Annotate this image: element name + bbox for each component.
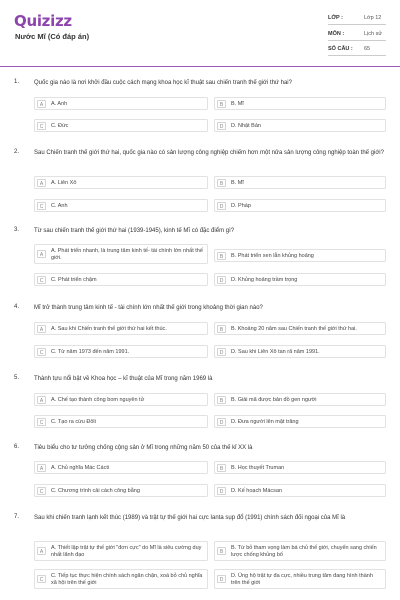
option-b[interactable] xyxy=(214,97,386,110)
option-text: B. Mĩ xyxy=(231,101,244,107)
meta-underline xyxy=(328,40,386,41)
option-text: A. Sau khi Chiến tranh thế giới thứ hai kết thúc. xyxy=(51,326,167,332)
option-text: B. Khoảng 20 năm sau Chiến tranh thế giới thứ hai. xyxy=(231,326,357,332)
option-text: D. Sau khi Liên Xô tan rã năm 1991. xyxy=(231,349,320,355)
option-b[interactable] xyxy=(214,176,386,189)
option-text: D. Kế hoạch Mácsan xyxy=(231,488,283,494)
option-a[interactable] xyxy=(34,322,208,335)
option-text: D. Ủng hộ trật tự đa cực, nhiều trung tâm đang hình thành trên thế giới xyxy=(231,572,373,586)
option-text: B. Từ bỏ tham vọng làm bá chủ thế giới, chuyển sang chiến lược chống khủng bố xyxy=(231,544,377,558)
option-letter: A xyxy=(37,325,46,333)
option-c[interactable] xyxy=(34,415,208,428)
option-a[interactable] xyxy=(34,176,208,189)
option-c[interactable] xyxy=(34,273,208,286)
option-letter: C xyxy=(37,575,46,583)
option-text: D. Pháp xyxy=(231,203,251,209)
option-text: C. Tạo ra cừu Đôli xyxy=(51,419,96,425)
option-letter: B xyxy=(217,464,226,472)
option-letter: B xyxy=(217,396,226,404)
option-text: A. Chủ nghĩa Mác Cácti xyxy=(51,465,110,471)
question-number: 2. xyxy=(14,149,20,155)
option-letter: C xyxy=(37,487,46,495)
option-text: D. Đưa người lên mặt trăng xyxy=(231,419,299,425)
option-letter: A xyxy=(37,464,46,472)
quizizz-logo: Quizizz xyxy=(14,12,72,30)
document-header xyxy=(0,0,400,68)
meta-underline xyxy=(328,24,386,25)
option-letter: D xyxy=(217,276,226,284)
meta-underline xyxy=(328,55,386,56)
option-letter: C xyxy=(37,276,46,284)
option-text: C. Tiếp tục thực hiện chính sách ngăn chặn, xoá bỏ chủ nghĩa xã hội trên thế giới xyxy=(51,572,203,586)
question-text: Sau Chiến tranh thế giới thứ hai, quốc gia nào có sản lượng công nghiệp chiếm hơn một nửa sản lượng công nghiệp toàn thế giới? xyxy=(34,150,384,156)
option-text: C. Chương trình cải cách công bằng xyxy=(51,488,140,494)
question-text: Mĩ trở thành trung tâm kinh tế - tài chính lớn nhất thế giới trong khoảng thời gian nào? xyxy=(34,305,263,311)
option-letter: A xyxy=(37,250,46,258)
option-text: C. Phát triển chậm xyxy=(51,277,97,283)
option-text: D. Nhật Bản xyxy=(231,123,261,129)
option-letter: A xyxy=(37,179,46,187)
question-number: 4. xyxy=(14,304,20,310)
meta-value: 65 xyxy=(364,46,371,52)
option-letter: B xyxy=(217,547,226,555)
option-letter: C xyxy=(37,348,46,356)
option-letter: C xyxy=(37,122,46,130)
option-text: B. Phát triển xen lẫn khủng hoảng xyxy=(231,253,314,259)
option-letter: D xyxy=(217,202,226,210)
option-letter: A xyxy=(37,100,46,108)
question-text: Quốc gia nào là nơi khởi đầu cuộc cách mạng khoa học kĩ thuật sau chiến tranh thế giới thứ hai? xyxy=(34,80,292,86)
option-text: B. Học thuyết Truman xyxy=(231,465,285,471)
option-text: B. Mĩ xyxy=(231,180,244,186)
option-text: C. Anh xyxy=(51,203,68,209)
option-letter: C xyxy=(37,202,46,210)
option-text: A. Thiết lập trật tự thế giới "đơn cực" do Mĩ là siêu cường duy nhất lãnh đạo xyxy=(51,544,202,558)
document-title: Nước Mĩ (Có đáp án) xyxy=(15,32,90,41)
option-b[interactable] xyxy=(214,249,386,262)
option-d[interactable] xyxy=(214,345,386,358)
meta-value: Lớp 12 xyxy=(364,15,382,21)
option-a[interactable] xyxy=(34,97,208,110)
option-c[interactable] xyxy=(34,569,208,589)
option-b[interactable] xyxy=(214,541,386,561)
meta-key: SỐ CÂU : xyxy=(328,46,353,52)
question-text: Thành tựu nổi bật về Khoa học – kĩ thuật của Mĩ trong năm 1969 là xyxy=(34,376,213,382)
option-letter: D xyxy=(217,122,226,130)
option-letter: C xyxy=(37,418,46,426)
question-number: 5. xyxy=(14,375,20,381)
option-c[interactable] xyxy=(34,119,208,132)
option-d[interactable] xyxy=(214,119,386,132)
option-b[interactable] xyxy=(214,322,386,335)
question-number: 3. xyxy=(14,227,20,233)
option-letter: D xyxy=(217,575,226,583)
option-b[interactable] xyxy=(214,393,386,406)
header-divider xyxy=(0,66,400,67)
option-text: A. Phát triển nhanh, là trung tâm kinh tế- tài chính lớn nhất thế giới. xyxy=(51,247,203,261)
option-c[interactable] xyxy=(34,345,208,358)
option-letter: D xyxy=(217,348,226,356)
option-d[interactable] xyxy=(214,484,386,497)
option-a[interactable] xyxy=(34,461,208,474)
option-a[interactable] xyxy=(34,393,208,406)
option-letter: B xyxy=(217,100,226,108)
option-text: D. Khủng hoảng trầm trọng xyxy=(231,277,298,283)
option-d[interactable] xyxy=(214,415,386,428)
option-text: C. Đức xyxy=(51,123,69,129)
option-text: C. Từ năm 1973 đến năm 1991. xyxy=(51,349,130,355)
question-text: Từ sau chiến tranh thế giới thứ hai (1939-1945), kinh tế Mĩ có đặc điểm gì? xyxy=(34,228,235,234)
option-letter: D xyxy=(217,487,226,495)
option-letter: D xyxy=(217,418,226,426)
option-b[interactable] xyxy=(214,461,386,474)
option-text: A. Liên Xô xyxy=(51,180,77,186)
question-number: 6. xyxy=(14,444,20,450)
option-letter: B xyxy=(217,252,226,260)
option-d[interactable] xyxy=(214,273,386,286)
meta-key: MÔN : xyxy=(328,31,345,37)
option-letter: B xyxy=(217,325,226,333)
option-text: A. Anh xyxy=(51,101,68,107)
option-c[interactable] xyxy=(34,199,208,212)
option-d[interactable] xyxy=(214,199,386,212)
option-letter: B xyxy=(217,179,226,187)
option-c[interactable] xyxy=(34,484,208,497)
option-text: A. Chế tạo thành công bom nguyên tử xyxy=(51,397,145,403)
meta-key: LỚP : xyxy=(328,15,343,21)
option-letter: A xyxy=(37,396,46,404)
option-text: B. Giải mã được bản đồ gen người xyxy=(231,397,317,403)
question-number: 7. xyxy=(14,514,20,520)
question-number: 1. xyxy=(14,79,20,85)
question-text: Sau khi chiến tranh lạnh kết thúc (1989) và trật tự thế giới hai cực Ianta sụp đổ (1991) chính sách đối ngoại của Mĩ là xyxy=(34,515,346,521)
option-d[interactable] xyxy=(214,569,386,589)
meta-value: Lịch sử xyxy=(364,31,383,37)
option-a[interactable] xyxy=(34,244,208,264)
question-text: Tiêu biểu cho tư tưởng chống cộng sản ở Mĩ trong những năm 50 của thế kỉ XX là xyxy=(34,445,253,451)
option-letter: A xyxy=(37,547,46,555)
option-a[interactable] xyxy=(34,541,208,561)
